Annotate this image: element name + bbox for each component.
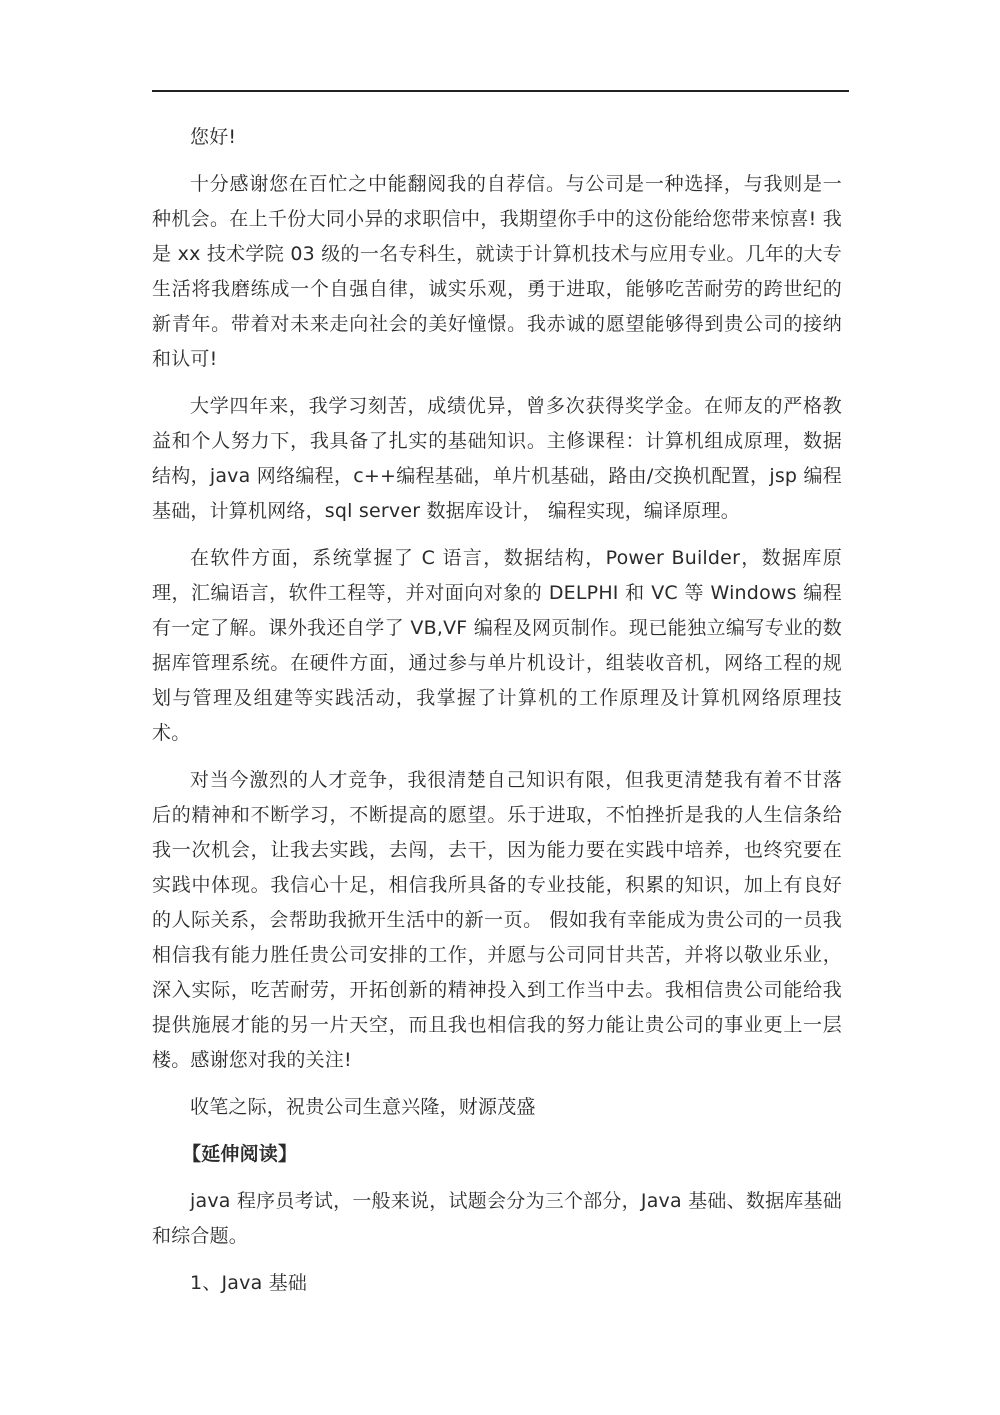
header-rule — [152, 90, 849, 92]
letter-body — [152, 120, 842, 1313]
paragraph-competition: 对当今激烈的人才竞争，我很清楚自己知识有限，但我更清楚我有着不甘落后的精神和不断学习，不断提高的愿望。乐于进取，不怕挫折是我的人生信条给我一次机会，让我去实践，去闯，去干，因为能力要在实践中培养，也终究要在实践中体现。我信心十足，相信我所具备的专业技能，积累的知识，加上有良好的人际关系，会帮助我掀开生活中的新一页。 假如我有幸能成为贵公司的一员我相信我有能力胜任贵公司安排的工作，并愿与公司同甘共苦，并将以敬业乐业，深入实际，吃苦耐劳，开拓创新的精神投入到工作当中去。我相信贵公司能给我提供施展才能的另一片天空，而且我也相信我的努力能让贵公司的事业更上一层楼。感谢您对我的关注! — [152, 769, 842, 1071]
greeting: 您好! — [190, 126, 237, 148]
extended-reading-heading: 【延伸阅读】 — [182, 1143, 298, 1165]
paragraph-closing: 收笔之际，祝贵公司生意兴隆，财源茂盛 — [190, 1096, 536, 1118]
paragraph-courses: 大学四年来，我学习刻苦，成绩优异，曾多次获得奖学金。在师友的严格教益和个人努力下，我具备了扎实的基础知识。主修课程：计算机组成原理，数据结构，java 网络编程，c++编程基础，单片机基础，路由/交换机配置，jsp 编程基础，计算机网络，sql server 数据库设计， 编程实现，编译原理。 — [152, 395, 842, 522]
paragraph-java-exam: java 程序员考试，一般来说，试题会分为三个部分，Java 基础、数据库基础和综合题。 — [152, 1190, 842, 1247]
paragraph-intro: 十分感谢您在百忙之中能翻阅我的自荐信。与公司是一种选择，与我则是一种机会。在上千份大同小异的求职信中，我期望你手中的这份能给您带来惊喜! 我是 xx 技术学院 03 级的一名专科生，就读于计算机技术与应用专业。几年的大专生活将我磨练成一个自强自律，诚实乐观，勇于进取，能够吃苦耐劳的跨世纪的新青年。带着对未来走向社会的美好憧憬。我赤诚的愿望能够得到贵公司的接纳和认可! — [152, 173, 842, 370]
paragraph-software: 在软件方面，系统掌握了 C 语言，数据结构，Power Builder，数据库原理，汇编语言，软件工程等，并对面向对象的 DELPHI 和 VC 等 Windows 编程有一定了解。课外我还自学了 VB,VF 编程及网页制作。现已能独立编写专业的数据库管理系统。在硬件方面，通过参与单片机设计，组装收音机，网络工程的规划与管理及组建等实践活动，我掌握了计算机的工作原理及计算机网络原理技术。 — [152, 547, 842, 744]
list-item-java-basics: 1、Java 基础 — [190, 1272, 308, 1294]
